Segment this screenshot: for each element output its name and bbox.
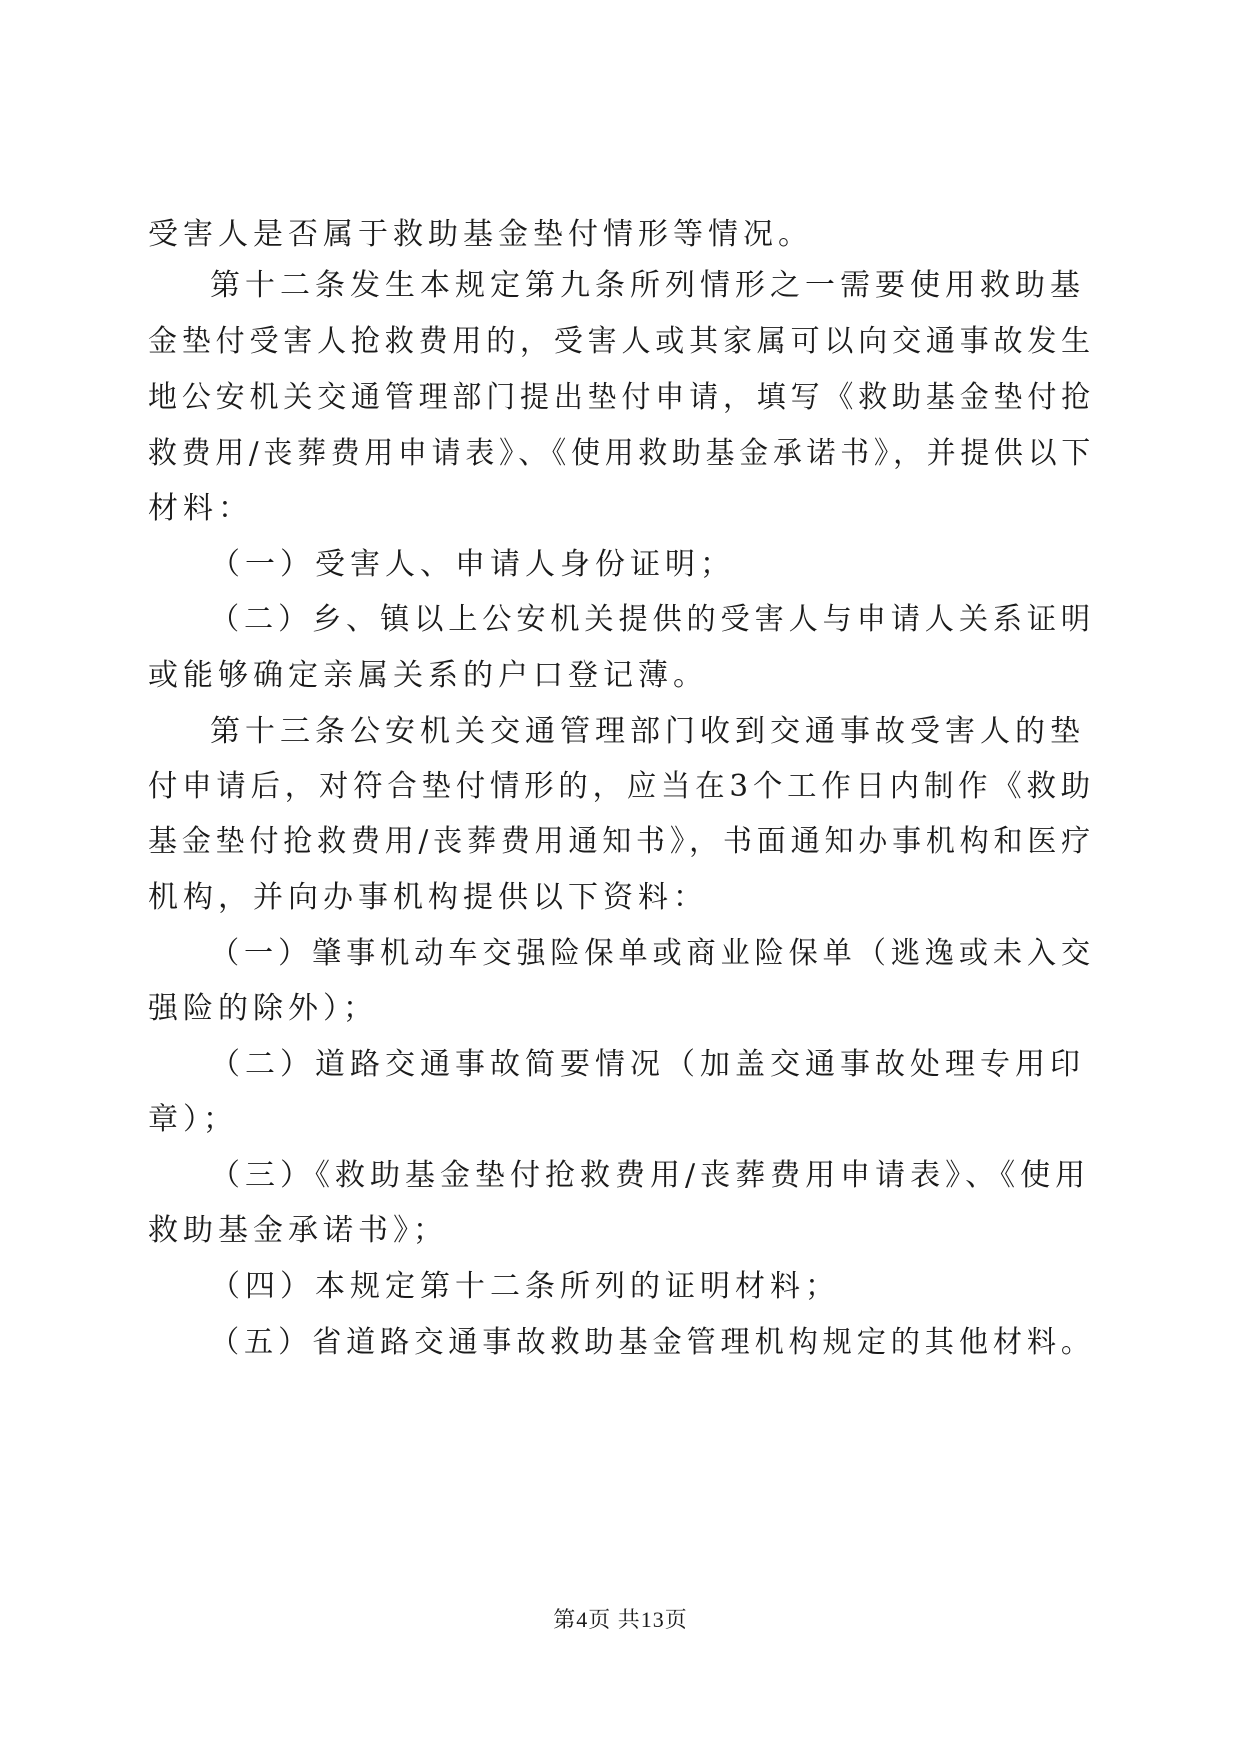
page-number: 第4页 共13页 xyxy=(553,1607,688,1632)
text-line: （二）乡、镇以上公安机关提供的受害人与申请人关系证明 xyxy=(210,602,1095,637)
text-line: 第十三条公安机关交通管理部门收到交通事故受害人的垫 xyxy=(210,714,1085,749)
text-line: 基金垫付抢救费用/丧葬费用通知书》，书面通知办事机构和医疗 xyxy=(148,824,1095,859)
text-line: 金垫付受害人抢救费用的，受害人或其家属可以向交通事故发生 xyxy=(148,324,1095,359)
text-line: 地公安机关交通管理部门提出垫付申请，填写《救助基金垫付抢 xyxy=(148,380,1095,415)
text-line: 救助基金承诺书》； xyxy=(148,1213,448,1248)
text-line: 付申请后，对符合垫付情形的，应当在3个工作日内制作《救助 xyxy=(148,769,1095,804)
text-line: （一）肇事机动车交强险保单或商业险保单（逃逸或未入交 xyxy=(210,936,1095,971)
text-line: （四）本规定第十二条所列的证明材料； xyxy=(210,1269,840,1304)
text-line: 章）； xyxy=(148,1102,238,1137)
text-line: （一）受害人、申请人身份证明； xyxy=(210,547,735,582)
text-line: （五）省道路交通事故救助基金管理机构规定的其他材料。 xyxy=(210,1325,1095,1360)
text-line: （二）道路交通事故简要情况（加盖交通事故处理专用印 xyxy=(210,1047,1085,1082)
text-line: 第十二条发生本规定第九条所列情形之一需要使用救助基 xyxy=(210,268,1085,303)
text-line: 强险的除外）； xyxy=(148,991,378,1026)
text-line: 材料： xyxy=(148,491,253,526)
text-line: （三）《救助基金垫付抢救费用/丧葬费用申请表》、《使用 xyxy=(210,1158,1091,1193)
text-line: 救费用/丧葬费用申请表》、《使用救助基金承诺书》，并提供以下 xyxy=(148,436,1095,471)
text-line: 受害人是否属于救助基金垫付情形等情况。 xyxy=(148,217,813,252)
text-line: 机构，并向办事机构提供以下资料： xyxy=(148,880,708,915)
text-line: 或能够确定亲属关系的户口登记薄。 xyxy=(148,658,708,693)
